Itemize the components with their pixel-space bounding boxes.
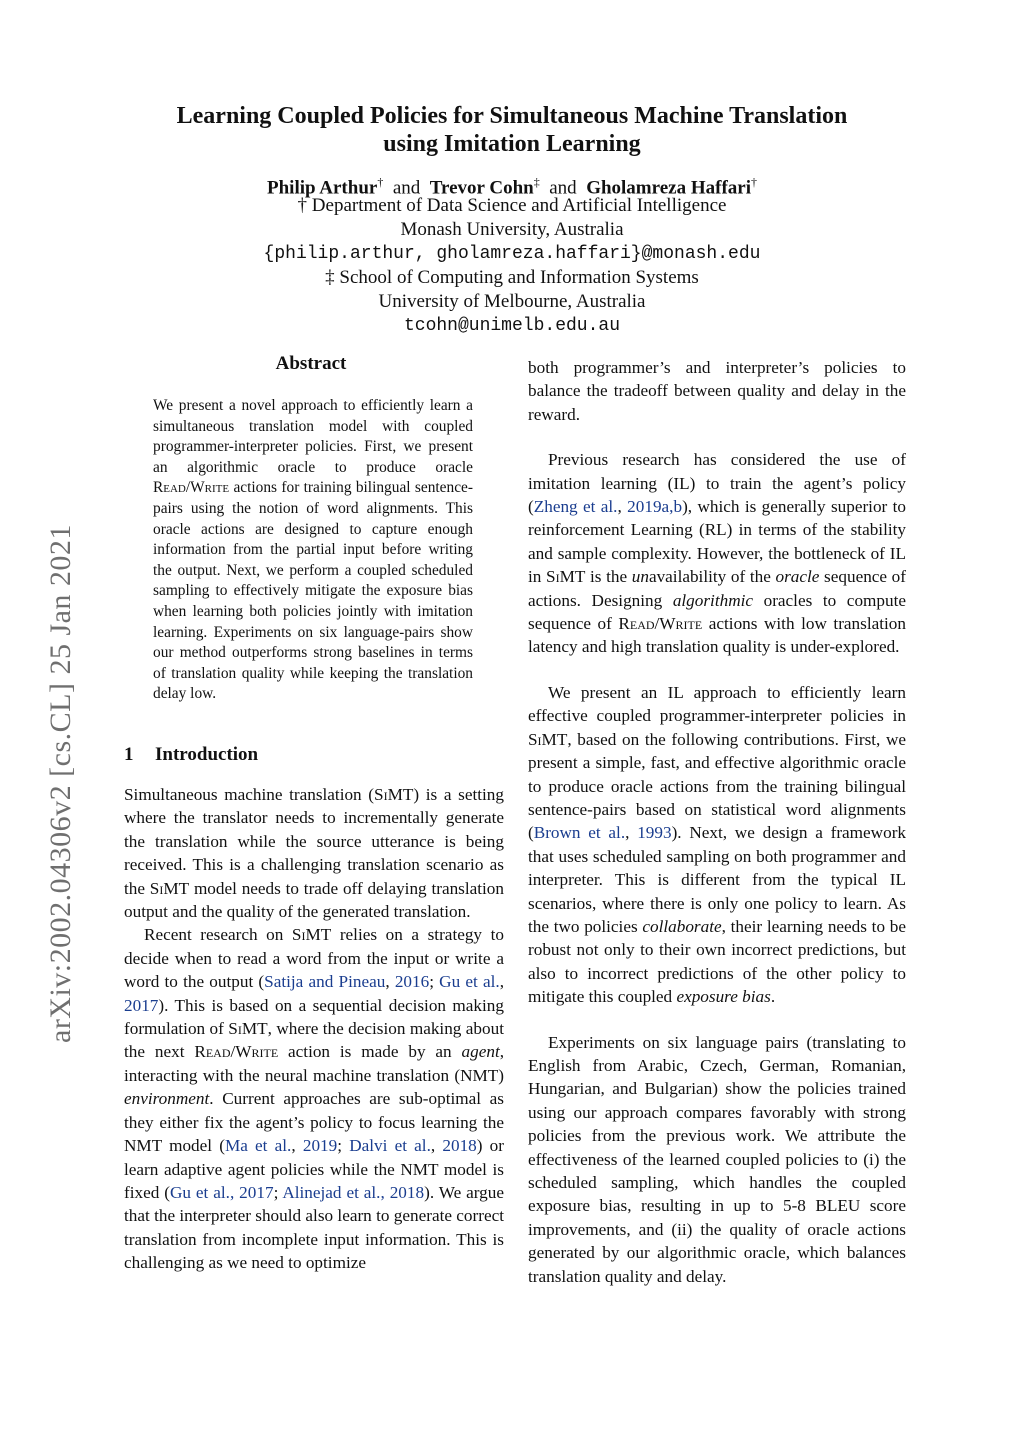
text: ,: [499, 972, 504, 992]
citation-link[interactable]: 2017: [124, 995, 159, 1015]
left-paragraph-2: [124, 923, 504, 1274]
author-1: Philip Arthur: [267, 177, 378, 199]
text: sequence of actions. Designing: [528, 567, 907, 610]
title-line-2: using Imitation Learning: [383, 131, 641, 157]
text: ), which is generally superior to reinforcement Learning (RL) in terms of the stability and sample complexity. However, the bottleneck of IL in: [528, 497, 907, 587]
author-3-mark: †: [751, 175, 757, 189]
citation-link[interactable]: Brown et al.: [533, 823, 626, 843]
text: , based on the following contributions. First, we present a simple, fast, and effective algorithmic oracle to produce oracle actions from the training bilingual sentence-pairs based on statistical word alignments (: [528, 729, 906, 843]
text: , interacting with the neural machine translation (NMT): [124, 1042, 505, 1085]
text: Recent research on: [144, 925, 292, 945]
author-sep-2: and: [549, 177, 577, 199]
simt-term: SiMT: [228, 1019, 268, 1039]
citation-link[interactable]: Gu et al., 2017: [169, 1182, 274, 1202]
text: ). We argue that the interpreter should also learn to generate correct translation from incomplete input information. This is challenging as we need to optimize: [124, 1182, 504, 1273]
text: model needs to trade off delaying translation output and the quality of the generated translation.: [124, 878, 504, 922]
left-paragraph-1: [124, 783, 504, 923]
text: ;: [273, 1182, 283, 1202]
affiliation-uni-1: Monash University, Australia: [400, 219, 624, 240]
emphasis: algorithmic: [672, 590, 754, 610]
email-2: tcohn@unimelb.edu.au: [403, 316, 621, 336]
emphasis: environment: [124, 1089, 210, 1109]
emphasis: un: [631, 567, 649, 587]
emphasis: exposure bias: [676, 987, 771, 1007]
emphasis: oracle: [775, 567, 820, 587]
citation-link[interactable]: 2019a,b: [627, 497, 683, 517]
emphasis: agent: [461, 1042, 500, 1062]
left-column: [124, 783, 504, 1275]
text: ,: [291, 1136, 303, 1156]
citation-link[interactable]: Dalvi et al.: [349, 1136, 431, 1156]
affiliation-uni-2: University of Melbourne, Australia: [378, 291, 646, 312]
text: . Current approaches are sub-optimal as they either fix the agent’s policy to focus learning the NMT model (: [124, 1089, 504, 1156]
simt-term: SiMT: [546, 567, 586, 587]
right-paragraph-0: both programmer’s and interpreter’s policies to balance the tradeoff between quality and delay in the reward.: [528, 358, 906, 424]
author-3: Gholamreza Haffari: [586, 177, 751, 199]
text: ,: [385, 972, 395, 992]
right-paragraph-1: [528, 448, 906, 659]
right-paragraph-3: Experiments on six language pairs (translating to English from Arabic, Czech, German, Romanian, Hungarian, and Bulgarian) show the policies trained using our approach compares favorably with strong policies from the previous work. We attribute the effectiveness of the learned coupled policies to (i) the scheduled sampling, which handles the coupled exposure bias, resulting in up to 5-8 BLEU score improvements, and (ii) the quality of oracle actions generated by our algorithmic oracle, which balances translation quality and delay.: [528, 1032, 906, 1286]
emphasis: collaborate: [642, 916, 722, 936]
text: , where the decision making about the next: [124, 1019, 504, 1062]
text: ,: [617, 497, 628, 517]
read-write-term: Read/Write: [618, 614, 703, 634]
text: ) is a setting where the translator needs to incrementally generate the translation while the source utterance is being received. This is a challenging translation scenario as the: [124, 785, 504, 898]
abstract-text-2: actions for training bilingual sentence-pairs using the notion of word alignments. This oracle actions are designed to capture enough information from the partial input before writing the output. Next, we perform a coupled scheduled sampling to effectively mitigate the exposure bias when learning both policies jointly with imitation learning. Experiments on six language-pairs show our method outperforms strong baselines in terms of translation quality while keeping the translation delay low.: [153, 479, 473, 703]
section-heading: [124, 744, 258, 766]
citation-link[interactable]: 1993: [637, 823, 672, 843]
arxiv-identifier: arXiv:2002.04306v2 [cs.CL] 25 Jan 2021: [44, 524, 77, 1043]
citation-link[interactable]: Zheng et al.: [533, 497, 618, 517]
simt-term: SiMT: [528, 729, 568, 749]
abstract-text-1: We present a novel approach to efficiently learn a simultaneous translation model with coupled programmer-interpreter policies. First, we present an algorithmic oracle to produce oracle: [153, 397, 473, 476]
text: ). Next, we design a framework that uses scheduled sampling on both programmer and interpreter. This is different from the typical IL scenarios, where there is only one policy to learn. As the two policies: [528, 823, 907, 936]
citation-link[interactable]: 2018: [442, 1136, 477, 1156]
text: Previous research has considered the use of imitation learning (IL) to train the agent’s policy (: [528, 450, 906, 517]
citation-link[interactable]: 2016: [394, 972, 430, 992]
abstract-smallcaps: Read/Write: [153, 479, 230, 497]
abstract-body: [153, 396, 473, 705]
author-1-mark: †: [377, 175, 384, 189]
text: ,: [625, 823, 638, 843]
simt-term: SiMT: [291, 925, 332, 945]
abstract-heading: Abstract: [275, 353, 347, 374]
title-line-1: Learning Coupled Policies for Simultaneous Machine Translation: [176, 103, 848, 129]
text: ). This is based on a sequential decision making formulation of: [124, 995, 504, 1039]
text: ;: [429, 972, 440, 992]
text: ,: [430, 1136, 443, 1156]
simt-term: SiMT: [374, 785, 414, 804]
text: .: [770, 987, 776, 1007]
simt-term: SiMT: [149, 878, 190, 898]
text: Simultaneous machine translation (: [124, 785, 375, 804]
text: , their learning needs to be robust not only to their own incorrect predictions, but also to incorrect predictions of the other policy to mitigate this coupled: [528, 916, 906, 1007]
text: We present an IL approach to efficiently learn effective coupled programmer-interpreter policies in: [528, 682, 906, 726]
read-write-term: Read/Write: [194, 1042, 279, 1062]
text: relies on a strategy to decide when to read a word from the input or write a word to the output (: [124, 925, 504, 992]
text: ;: [337, 1136, 350, 1156]
citation-link[interactable]: Satija and Pineau: [264, 972, 386, 992]
author-2-mark: ‡: [533, 175, 540, 189]
right-paragraph-2: [528, 681, 906, 1009]
text: action is made by an: [278, 1042, 462, 1062]
citation-link[interactable]: Gu et al.: [439, 972, 500, 992]
citation-link[interactable]: 2019: [302, 1136, 338, 1156]
right-column: [528, 356, 906, 1288]
paper-title: [140, 102, 884, 158]
text: is the: [585, 567, 632, 587]
citation-link[interactable]: Alinejad et al., 2018: [282, 1182, 425, 1202]
text: oracles to compute sequence of: [528, 590, 906, 634]
author-2: Trevor Cohn: [429, 177, 534, 199]
citation-link[interactable]: Ma et al.: [224, 1136, 292, 1156]
text: availability of the: [648, 567, 776, 587]
section-title: Introduction: [155, 744, 259, 765]
affiliation-dept: † Department of Data Science and Artificial Intelligence: [297, 195, 727, 216]
email-1: {philip.arthur, gholamreza.haffari}@monash.edu: [263, 244, 761, 264]
text: actions with low translation latency and high translation quality is under-explored.: [528, 614, 906, 657]
affiliation-school: ‡ School of Computing and Information Systems: [325, 267, 699, 288]
text: ) or learn adaptive agent policies while the NMT model is fixed (: [124, 1136, 504, 1202]
section-number: 1: [124, 744, 134, 765]
author-sep-1: and: [392, 177, 421, 199]
